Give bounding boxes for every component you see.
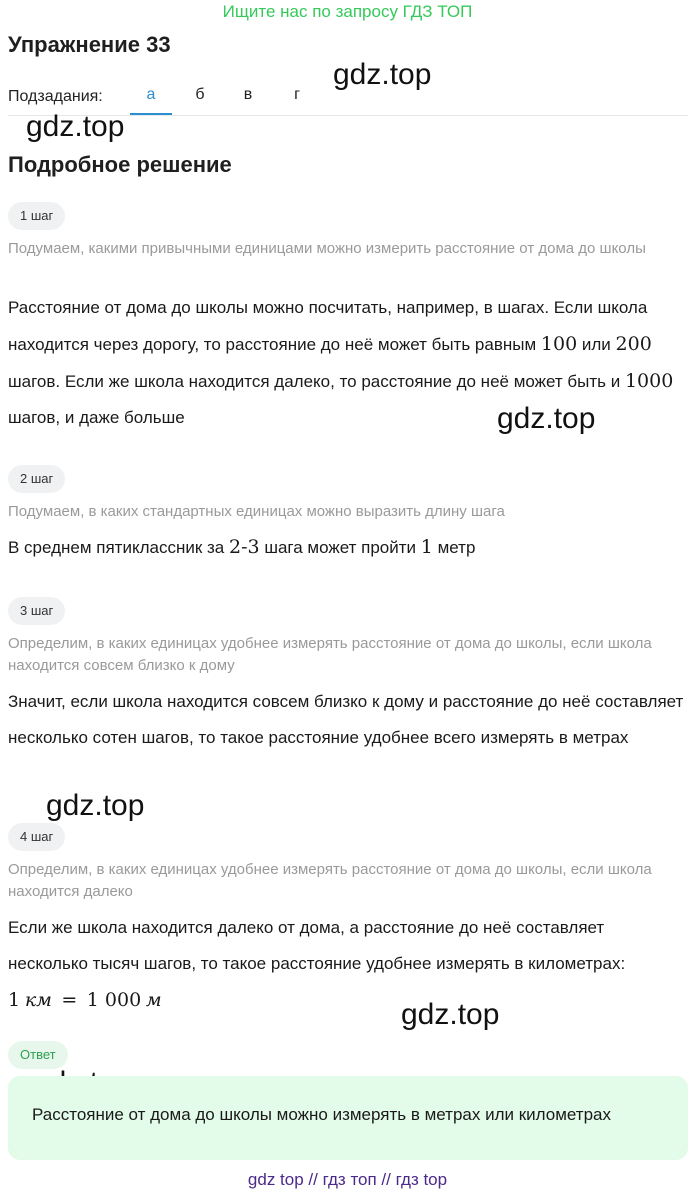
math-number: 100 bbox=[540, 333, 578, 355]
watermark: gdz.top bbox=[497, 402, 596, 435]
step-text: В среднем пятиклассник за 2-3 шага может пройти 1 метр bbox=[8, 536, 476, 558]
watermark: gdz.top bbox=[401, 998, 500, 1031]
step-text: Если же школа находится далеко от дома, а расстояние до неё составляет несколько тысяч шагов, то такое расстояние удобнее измерять в километрах: bbox=[8, 918, 626, 973]
math-number: 200 bbox=[615, 333, 652, 355]
answer-badge: Ответ bbox=[8, 1041, 68, 1069]
step-badge: 3 шаг bbox=[8, 597, 65, 625]
math-number: 2-3 bbox=[228, 536, 260, 558]
solution-heading: Подробное решение bbox=[8, 152, 232, 177]
watermark: gdz.top bbox=[26, 110, 125, 143]
answer-text: Расстояние от дома до школы можно измерять в метрах или километрах bbox=[32, 1105, 611, 1124]
footer-links[interactable]: gdz top // гдз топ // гдз top bbox=[247, 1170, 448, 1189]
search-hint-link[interactable]: Ищите нас по запросу ГДЗ ТОП bbox=[222, 2, 473, 21]
formula: 1 км = 1 000 м bbox=[8, 989, 162, 1011]
subtasks-label: Подзадания: bbox=[8, 88, 103, 105]
step-badge: 4 шаг bbox=[8, 823, 65, 851]
page-title: Упражнение 33 bbox=[8, 32, 171, 57]
step-hint: Определим, в каких единицах удобнее измерять расстояние от дома до школы, если школа находится далеко bbox=[8, 861, 652, 900]
math-number: 1000 bbox=[624, 370, 674, 392]
step-hint: Подумаем, какими привычными единицами можно измерить расстояние от дома до школы bbox=[8, 240, 646, 257]
step-badge: 2 шаг bbox=[8, 465, 65, 493]
math-number: 1 bbox=[420, 536, 433, 558]
tab-v[interactable]: в bbox=[243, 86, 253, 103]
step-text: Значит, если школа находится совсем близко к дому и расстояние до неё составляет несколько сотен шагов, то такое расстояние удобнее всего измерять в метрах bbox=[8, 692, 684, 747]
step-badge: 1 шаг bbox=[8, 202, 65, 230]
tab-b[interactable]: б bbox=[195, 86, 205, 103]
watermark: gdz.top bbox=[333, 58, 432, 91]
tab-a[interactable]: а bbox=[146, 86, 156, 103]
tab-g[interactable]: г bbox=[294, 86, 300, 103]
watermark: gdz.top bbox=[46, 789, 145, 822]
step-hint: Подумаем, в каких стандартных единицах можно выразить длину шага bbox=[8, 503, 505, 520]
step-text: Расстояние от дома до школы можно посчитать, например, в шагах. Если школа находится через дорогу, то расстояние до неё может быть равным 100 или 200 шагов. Если же школа находится далеко, то расстояние до неё может быть и 1000 шагов, и даже больше bbox=[8, 298, 674, 427]
step-hint: Определим, в каких единицах удобнее измерять расстояние от дома до школы, если школа находится совсем близко к дому bbox=[8, 635, 652, 674]
